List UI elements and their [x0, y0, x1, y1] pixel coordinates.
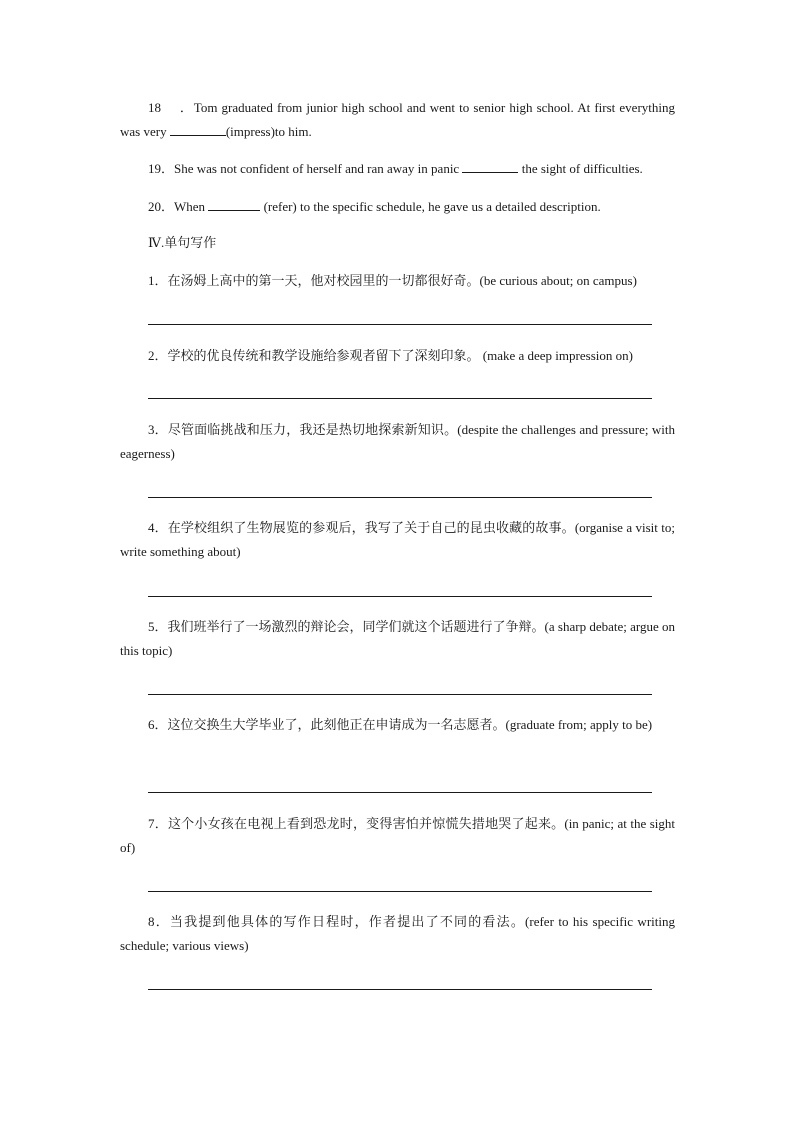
- answer-line-2[interactable]: [148, 398, 652, 399]
- item-number: 1: [148, 273, 155, 288]
- item-number: 5: [148, 619, 155, 634]
- item-separator: ．: [161, 161, 175, 176]
- fill-item-18: [120, 96, 675, 144]
- answer-line-5[interactable]: [148, 694, 652, 695]
- writing-item-5: 5．我们班举行了一场激烈的辩论会，同学们就这个话题进行了争辩。(a sharp debate; argue on this topic): [120, 619, 675, 658]
- section-title: Ⅳ.单句写作: [148, 235, 217, 250]
- item-number: 6: [148, 717, 155, 732]
- item-number: 2: [148, 348, 155, 363]
- item-prompt: 当我提到他具体的写作日程时，作者提出了不同的看法。(refer to his specific writing schedule; various views): [120, 914, 675, 953]
- item-prompt: 在学校组织了生物展览的参观后，我写了关于自己的昆虫收藏的故事。(organise a visit to; write something about): [120, 520, 675, 559]
- item-number: 18: [148, 100, 161, 115]
- writing-item-6: 6．这位交换生大学毕业了，此刻他正在申请成为一名志愿者。(graduate from; apply to be): [148, 717, 653, 732]
- answer-line-4[interactable]: [148, 596, 652, 597]
- writing-item-2: 2．学校的优良传统和教学设施给参观者留下了深刻印象。 (make a deep impression on): [148, 348, 633, 363]
- item-number: 19: [148, 161, 161, 176]
- answer-line-8[interactable]: [148, 989, 652, 990]
- item-prompt: 尽管面临挑战和压力，我还是热切地探索新知识。(despite the challenges and pressure; with eagerness): [120, 422, 675, 461]
- item-number: 8: [148, 914, 155, 929]
- item-text: the sight of difficulties.: [518, 161, 643, 176]
- item-text: (refer) to the specific schedule, he gave us a detailed description.: [260, 199, 601, 214]
- writing-item-4: 4．在学校组织了生物展览的参观后，我写了关于自己的昆虫收藏的故事。(organise a visit to; write something about): [120, 520, 675, 559]
- writing-item-7: 7．这个小女孩在电视上看到恐龙时，变得害怕并惊慌失措地哭了起来。(in panic; at the sight of): [120, 816, 675, 855]
- item-separator: ．: [161, 199, 175, 214]
- item-prompt: 我们班举行了一场激烈的辩论会，同学们就这个话题进行了争辩。(a sharp debate; argue on this topic): [120, 619, 675, 658]
- fill-item-19: [120, 157, 675, 181]
- item-prompt: 在汤姆上高中的第一天，他对校园里的一切都很好奇。(be curious about; on campus): [167, 273, 637, 288]
- writing-item-1: 1．在汤姆上高中的第一天，他对校园里的一切都很好奇。(be curious about; on campus): [148, 273, 637, 288]
- answer-line-6[interactable]: [148, 792, 652, 793]
- item-number: 20: [148, 199, 161, 214]
- item-number: 4: [148, 520, 155, 535]
- writing-item-3: 3．尽管面临挑战和压力，我还是热切地探索新知识。(despite the challenges and pressure; with eagerness): [120, 422, 675, 461]
- answer-blank[interactable]: [208, 196, 260, 211]
- item-text: When: [174, 199, 209, 214]
- item-number: 7: [148, 816, 155, 831]
- item-text: She was not confident of herself and ran away in panic: [174, 161, 463, 176]
- fill-item-20: [120, 195, 675, 219]
- answer-blank[interactable]: [462, 158, 518, 173]
- writing-item-8: 8．当我提到他具体的写作日程时，作者提出了不同的看法。(refer to his specific writing schedule; various views): [120, 914, 675, 953]
- answer-line-1[interactable]: [148, 324, 652, 325]
- item-prompt: 学校的优良传统和教学设施给参观者留下了深刻印象。 (make a deep impression on): [167, 348, 633, 363]
- item-number: 3: [148, 422, 155, 437]
- answer-blank[interactable]: [170, 121, 226, 136]
- answer-line-7[interactable]: [148, 891, 652, 892]
- item-prompt: 这位交换生大学毕业了，此刻他正在申请成为一名志愿者。(graduate from; apply to be): [167, 717, 653, 732]
- item-prompt: 这个小女孩在电视上看到恐龙时，变得害怕并惊慌失措地哭了起来。(in panic; at the sight of): [120, 816, 675, 855]
- item-text: (impress)to him.: [225, 124, 312, 139]
- answer-line-3[interactable]: [148, 497, 652, 498]
- item-text: Tom graduated from junior high school and went to senior high school. At first everything was very: [120, 100, 675, 139]
- item-separator: ．: [179, 100, 194, 115]
